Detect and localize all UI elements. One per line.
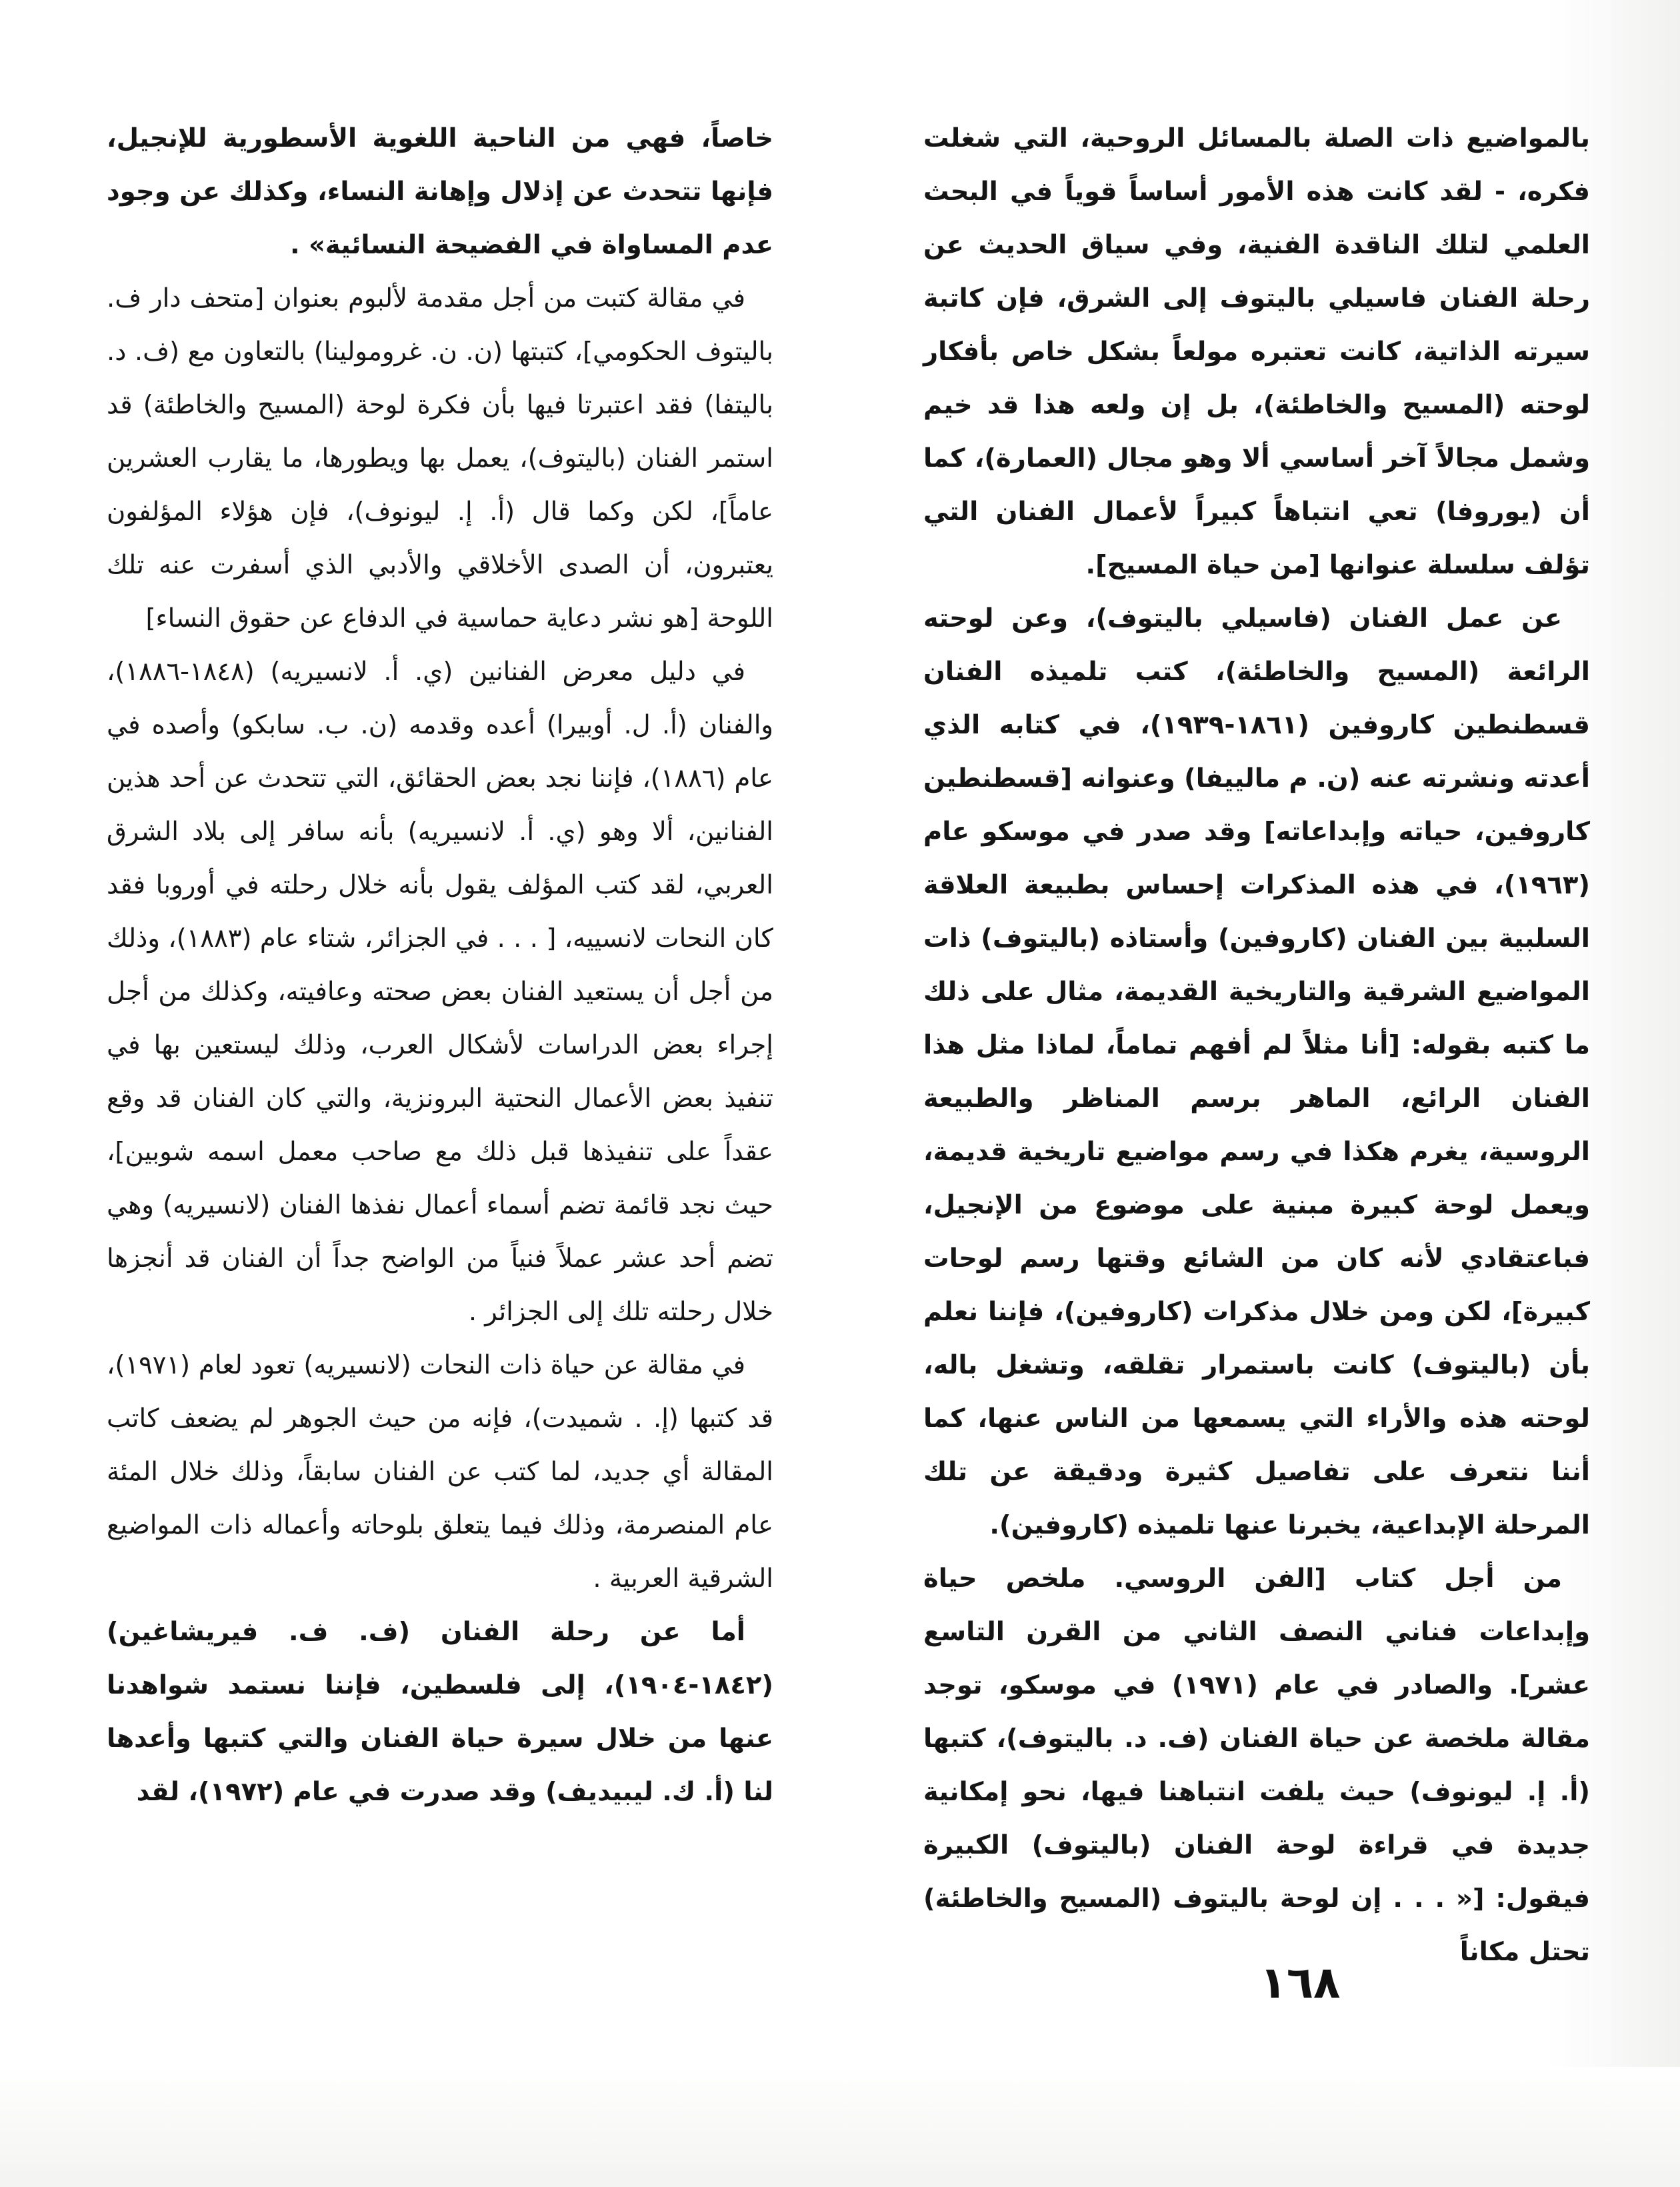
page-number: ١٦٨ [1259, 1957, 1341, 2008]
right-paragraph-2: عن عمل الفنان (فاسيلي باليتوف)، وعن لوحته الرائعة (المسيح والخاطئة)، كتب تلميذه الفنان قسطنطين كاروفين (١٨٦١-١٩٣٩)، في كتابه الذي أعدته ونشرته عنه (ن. م مالييفا) وعنوانه [قسطنطين كاروفين، حياته وإبداعاته] وقد صدر في موسكو عام (١٩٦٣)، في هذه المذكرات إحساس بطبيعة العلاقة السلبية بين الفنان (كاروفين) وأستاذه (باليتوف) ذات المواضيع الشرقية والتاريخية القديمة، مثال على ذلك ما كتبه بقوله: [أنا مثلاً لم أفهم تماماً، لماذا مثل هذا الفنان الرائع، الماهر برسم المناظر والطبيعة الروسية، يغرم هكذا في رسم مواضيع تاريخية قديمة، ويعمل لوحة كبيرة مبنية على موضوع من الإنجيل، فباعتقادي لأنه كان من الشائع وقتها رسم لوحات كبيرة]، لكن ومن خلال مذكرات (كاروفين)، فإننا نعلم بأن (باليتوف) كانت باستمرار تقلقه، وتشغل باله، لوحته هذه والأراء التي يسمعها من الناس عنها، كما أننا نتعرف على تفاصيل كثيرة ودقيقة عن تلك المرحلة الإبداعية، يخبرنا عنها تلميذه (كاروفين). [923, 603, 1591, 1540]
scan-shadow-bottom [0, 2067, 1680, 2187]
left-paragraph-3: في دليل معرض الفنانين (ي. أ. لانسيريه) (١٨٤٨-١٨٨٦)، والفنان (أ. ل. أوبيرا) أعده وقدمه (ن. ب. سابكو) وأصده في عام (١٨٨٦)، فإننا نجد بعض الحقائق، التي تتحدث عن أحد هذين الفنانين، ألا وهو (ي. أ. لانسيريه) بأنه سافر إلى بلاد الشرق العربي، لقد كتب المؤلف يقول بأنه خلال رحلته في أوروبا فقد كان النحات لانسييه، [ . . . في الجزائر، شتاء عام (١٨٨٣)، وذلك من أجل أن يستعيد الفنان بعض صحته وعافيته، وكذلك من أجل إجراء بعض الدراسات لأشكال العرب، وذلك ليستعين بها في تنفيذ بعض الأعمال النحتية البرونزية، والتي كان الفنان قد وقع عقداً على تنفيذها قبل ذلك مع صاحب معمل اسمه شوبين]، حيث نجد قائمة تضم أسماء أعمال نفذها الفنان (لانسيريه) وهي تضم أحد عشر عملاً فنياً من الواضح جداً أن الفنان قد أنجزها خلال رحلته تلك إلى الجزائر . [107, 657, 773, 1327]
right-paragraph-1: بالمواضيع ذات الصلة بالمسائل الروحية، التي شغلت فكره، - لقد كانت هذه الأمور أساساً قوياً في البحث العلمي لتلك الناقدة الفنية، وفي سياق الحديث عن رحلة الفنان فاسيلي باليتوف إلى الشرق، فإن كاتبة سيرته الذاتية، كانت تعتبره مولعاً بشكل خاص بأفكار لوحته (المسيح والخاطئة)، بل إن ولعه هذا قد خيم وشمل مجالاً آخر أساسي ألا وهو مجال (العمارة)، كما أن (يوروفا) تعي انتباهاً كبيراً لأعمال الفنان التي تؤلف سلسلة عنوانها [من حياة المسيح]. [923, 123, 1590, 580]
left-text-column [107, 112, 773, 1819]
left-paragraph-2: في مقالة كتبت من أجل مقدمة لألبوم بعنوان [متحف دار ف. باليتوف الحكومي]، كتبتها (ن. ن. غرومولينا) بالتعاون مع (ف. د. باليتفا) فقد اعتبرتا فيها بأن فكرة لوحة (المسيح والخاطئة) قد استمر الفنان (باليتوف)، يعمل بها ويطورها، ما يقارب العشرين عاماً]، لكن وكما قال (أ. إ. ليونوف)، فإن هؤلاء المؤلفون يعتبرون، أن الصدى الأخلاقي والأدبي الذي أسفرت عنه تلك اللوحة [هو نشر دعاية حماسية في الدفاع عن حقوق النساء] [107, 283, 773, 633]
left-paragraph-4: في مقالة عن حياة ذات النحات (لانسيريه) تعود لعام (١٩٧١)، قد كتبها (إ. . شميدت)، فإنه من حيث الجوهر لم يضعف كاتب المقالة أي جديد، لما كتب عن الفنان سابقاً، وذلك خلال المئة عام المنصرمة، وذلك فيما يتعلق بلوحاته وأعماله ذات المواضيع الشرقية العربية . [107, 1350, 773, 1594]
right-paragraph-3: من أجل كتاب [الفن الروسي. ملخص حياة وإبداعات فناني النصف الثاني من القرن التاسع عشر]. والصادر في عام (١٩٧١) في موسكو، توجد مقالة ملخصة عن حياة الفنان (ف. د. باليتوف)، كتبها (أ. إ. ليونوف) حيث يلفت انتباهنا فيها، نحو إمكانية جديدة في قراءة لوحة الفنان (باليتوف) الكبيرة فيقول: [« . . . إن لوحة باليتوف (المسيح والخاطئة) تحتل مكاناً [923, 1564, 1590, 1967]
left-paragraph-1: خاصاً، فهي من الناحية اللغوية الأسطورية للإنجيل، فإنها تتحدث عن إذلال وإهانة النساء، وكذلك عن وجود عدم المساواة في الفضيحة النسائية» . [107, 123, 773, 260]
left-paragraph-5: أما عن رحلة الفنان (ف. ف. فيريشاغين) (١٨٤٢-١٩٠٤)، إلى فلسطين، فإننا نستمد شواهدنا عنها من خلال سيرة حياة الفنان والتي كتبها وأعدها لنا (أ. ك. ليبيديف) وقد صدرت في عام (١٩٧٢)، لقد [107, 1617, 773, 1807]
right-text-column [923, 112, 1590, 1979]
